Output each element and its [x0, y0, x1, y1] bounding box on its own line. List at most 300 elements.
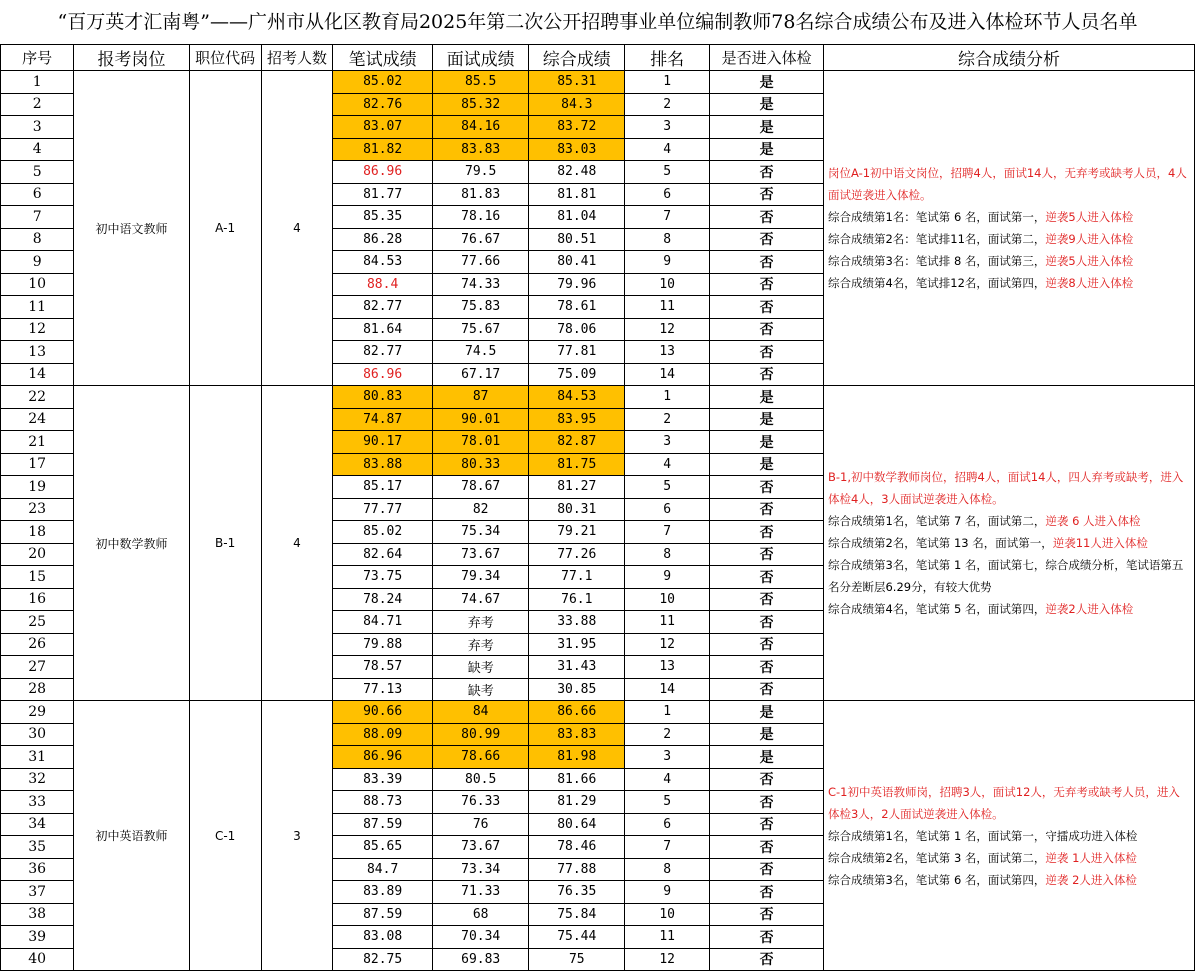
count-cell: 4 — [261, 71, 333, 386]
rank-cell: 13 — [625, 656, 710, 679]
total-score-cell: 81.66 — [529, 768, 625, 791]
physical-exam-cell: 是 — [710, 746, 824, 769]
total-score-cell: 81.04 — [529, 206, 625, 229]
analysis-line — [828, 825, 1190, 847]
written-score-cell: 88.09 — [333, 723, 433, 746]
written-score-cell: 82.75 — [333, 948, 433, 971]
total-score-cell: 78.06 — [529, 318, 625, 341]
physical-exam-cell: 否 — [710, 678, 824, 701]
written-score-cell: 86.28 — [333, 228, 433, 251]
header-post: 报考岗位 — [74, 45, 189, 71]
post-cell: 初中英语教师 — [74, 701, 189, 971]
interview-score-cell: 85.32 — [432, 93, 529, 116]
analysis-highlight: 逆袭 1人进入体检 — [1045, 850, 1137, 865]
physical-exam-cell: 否 — [710, 183, 824, 206]
total-score-cell: 81.81 — [529, 183, 625, 206]
header-interview: 面试成绩 — [432, 45, 529, 71]
total-score-cell: 75.44 — [529, 926, 625, 949]
interview-score-cell: 67.17 — [432, 363, 529, 386]
interview-score-cell: 78.66 — [432, 746, 529, 769]
rank-cell: 5 — [625, 161, 710, 184]
rank-cell: 10 — [625, 903, 710, 926]
physical-exam-cell: 否 — [710, 948, 824, 971]
seq-cell: 25 — [1, 611, 74, 634]
analysis-line — [828, 510, 1190, 532]
physical-exam-cell: 是 — [710, 701, 824, 724]
total-score-cell: 82.87 — [529, 431, 625, 454]
rank-cell: 11 — [625, 611, 710, 634]
total-score-cell: 83.83 — [529, 723, 625, 746]
physical-exam-cell: 是 — [710, 723, 824, 746]
rank-cell: 12 — [625, 633, 710, 656]
total-score-cell: 81.29 — [529, 791, 625, 814]
interview-score-cell: 81.83 — [432, 183, 529, 206]
total-score-cell: 84.3 — [529, 93, 625, 116]
total-score-cell: 77.1 — [529, 566, 625, 589]
header-row — [1, 45, 1195, 71]
seq-cell: 14 — [1, 363, 74, 386]
seq-cell: 13 — [1, 341, 74, 364]
seq-cell: 11 — [1, 296, 74, 319]
physical-exam-cell: 否 — [710, 881, 824, 904]
interview-score-cell: 78.16 — [432, 206, 529, 229]
written-score-cell: 86.96 — [333, 746, 433, 769]
interview-score-cell: 76 — [432, 813, 529, 836]
total-score-cell: 77.81 — [529, 341, 625, 364]
physical-exam-cell: 否 — [710, 318, 824, 341]
interview-score-cell: 76.33 — [432, 791, 529, 814]
table-row — [1, 701, 1195, 724]
rank-cell: 4 — [625, 453, 710, 476]
analysis-text: 综合成绩第1名，笔试第 1 名，面试第一，守擂成功进入体检 — [827, 828, 1138, 843]
interview-score-cell: 73.67 — [432, 543, 529, 566]
interview-score-cell: 69.83 — [432, 948, 529, 971]
seq-cell: 1 — [1, 71, 74, 94]
rank-cell: 12 — [625, 948, 710, 971]
total-score-cell: 81.98 — [529, 746, 625, 769]
seq-cell: 23 — [1, 498, 74, 521]
seq-cell: 12 — [1, 318, 74, 341]
rank-cell: 4 — [625, 768, 710, 791]
seq-cell: 6 — [1, 183, 74, 206]
header-analysis: 综合成绩分析 — [823, 45, 1194, 71]
seq-cell: 10 — [1, 273, 74, 296]
analysis-text: 综合成绩第2名，笔试第 3 名，面试第二， — [827, 850, 1046, 865]
rank-cell: 1 — [625, 71, 710, 94]
interview-score-cell: 80.33 — [432, 453, 529, 476]
interview-score-cell: 82 — [432, 498, 529, 521]
physical-exam-cell: 否 — [710, 161, 824, 184]
interview-score-cell: 83.83 — [432, 138, 529, 161]
interview-score-cell: 84 — [432, 701, 529, 724]
interview-score-cell: 75.67 — [432, 318, 529, 341]
total-score-cell: 75.09 — [529, 363, 625, 386]
rank-cell: 9 — [625, 566, 710, 589]
physical-exam-cell: 否 — [710, 903, 824, 926]
seq-cell: 33 — [1, 791, 74, 814]
seq-cell: 7 — [1, 206, 74, 229]
total-score-cell: 76.35 — [529, 881, 625, 904]
rank-cell: 6 — [625, 183, 710, 206]
total-score-cell: 33.88 — [529, 611, 625, 634]
results-table — [0, 44, 1195, 971]
total-score-cell: 79.96 — [529, 273, 625, 296]
rank-cell: 3 — [625, 746, 710, 769]
written-score-cell: 84.71 — [333, 611, 433, 634]
seq-cell: 16 — [1, 588, 74, 611]
analysis-text: 综合成绩第2名：笔试排11名，面试第二， — [827, 232, 1046, 246]
analysis-intro: B-1,初中数学教师岗位，招聘4人，面试14人，四人弃考或缺考，进入体检4人，3人面试逆袭进入体检。 — [827, 470, 1184, 506]
rank-cell: 10 — [625, 273, 710, 296]
total-score-cell: 78.61 — [529, 296, 625, 319]
physical-exam-cell: 否 — [710, 206, 824, 229]
physical-exam-cell: 否 — [710, 543, 824, 566]
written-score-cell: 88.4 — [333, 273, 433, 296]
written-score-cell: 85.02 — [333, 521, 433, 544]
interview-score-cell: 71.33 — [432, 881, 529, 904]
rank-cell: 4 — [625, 138, 710, 161]
physical-exam-cell: 否 — [710, 296, 824, 319]
interview-score-cell: 85.5 — [432, 71, 529, 94]
written-score-cell: 87.59 — [333, 813, 433, 836]
header-code: 职位代码 — [189, 45, 261, 71]
seq-cell: 2 — [1, 93, 74, 116]
seq-cell: 34 — [1, 813, 74, 836]
analysis-text: 综合成绩第1名：笔试第 6 名，面试第一， — [827, 210, 1046, 224]
total-score-cell: 81.27 — [529, 476, 625, 499]
seq-cell: 40 — [1, 948, 74, 971]
written-score-cell: 78.24 — [333, 588, 433, 611]
analysis-highlight: 逆袭11人进入体检 — [1052, 536, 1148, 550]
physical-exam-cell: 否 — [710, 611, 824, 634]
physical-exam-cell: 是 — [710, 71, 824, 94]
interview-score-cell: 78.67 — [432, 476, 529, 499]
analysis-text: 综合成绩第4名，笔试第 5 名，面试第四， — [827, 602, 1046, 616]
analysis-cell — [823, 71, 1194, 386]
written-score-cell: 82.64 — [333, 543, 433, 566]
count-cell: 3 — [261, 701, 333, 971]
count-cell: 4 — [261, 386, 333, 701]
physical-exam-cell: 否 — [710, 588, 824, 611]
total-score-cell: 78.46 — [529, 836, 625, 859]
physical-exam-cell: 否 — [710, 926, 824, 949]
rank-cell: 8 — [625, 858, 710, 881]
analysis-highlight: 逆袭5人进入体检 — [1045, 210, 1134, 224]
total-score-cell: 81.75 — [529, 453, 625, 476]
rank-cell: 2 — [625, 723, 710, 746]
rank-cell: 9 — [625, 251, 710, 274]
rank-cell: 3 — [625, 431, 710, 454]
interview-score-cell: 缺考 — [432, 656, 529, 679]
written-score-cell: 85.02 — [333, 71, 433, 94]
seq-cell: 5 — [1, 161, 74, 184]
interview-score-cell: 75.83 — [432, 296, 529, 319]
rank-cell: 14 — [625, 678, 710, 701]
rank-cell: 8 — [625, 228, 710, 251]
written-score-cell: 81.64 — [333, 318, 433, 341]
table-row — [1, 386, 1195, 409]
interview-score-cell: 74.33 — [432, 273, 529, 296]
total-score-cell: 30.85 — [529, 678, 625, 701]
physical-exam-cell: 否 — [710, 633, 824, 656]
total-score-cell: 82.48 — [529, 161, 625, 184]
analysis-line — [828, 272, 1190, 294]
physical-exam-cell: 否 — [710, 273, 824, 296]
total-score-cell: 31.95 — [529, 633, 625, 656]
analysis-intro: C-1初中英语教师岗，招聘3人，面试12人，无弃考或缺考人员，进入体检3人，2人面试逆袭进入体检。 — [827, 784, 1180, 821]
physical-exam-cell: 是 — [710, 93, 824, 116]
rank-cell: 11 — [625, 926, 710, 949]
total-score-cell: 83.95 — [529, 408, 625, 431]
analysis-intro: 岗位A-1初中语文岗位，招聘4人，面试14人，无弃考或缺考人员，4人面试逆袭进入体检。 — [827, 166, 1187, 202]
seq-cell: 26 — [1, 633, 74, 656]
written-score-cell: 84.53 — [333, 251, 433, 274]
physical-exam-cell: 是 — [710, 408, 824, 431]
total-score-cell: 83.72 — [529, 116, 625, 139]
physical-exam-cell: 是 — [710, 116, 824, 139]
analysis-cell — [823, 701, 1194, 971]
total-score-cell: 80.31 — [529, 498, 625, 521]
rank-cell: 3 — [625, 116, 710, 139]
rank-cell: 5 — [625, 476, 710, 499]
total-score-cell: 75.84 — [529, 903, 625, 926]
written-score-cell: 83.07 — [333, 116, 433, 139]
total-score-cell: 80.41 — [529, 251, 625, 274]
interview-score-cell: 79.5 — [432, 161, 529, 184]
seq-cell: 18 — [1, 521, 74, 544]
analysis-line — [828, 250, 1190, 272]
written-score-cell: 86.96 — [333, 363, 433, 386]
physical-exam-cell: 否 — [710, 521, 824, 544]
interview-score-cell: 73.34 — [432, 858, 529, 881]
interview-score-cell: 90.01 — [432, 408, 529, 431]
written-score-cell: 87.59 — [333, 903, 433, 926]
analysis-highlight: 逆袭5人进入体检 — [1045, 254, 1134, 268]
physical-exam-cell: 否 — [710, 498, 824, 521]
written-score-cell: 82.77 — [333, 341, 433, 364]
interview-score-cell: 78.01 — [432, 431, 529, 454]
analysis-line — [828, 598, 1190, 620]
rank-cell: 1 — [625, 386, 710, 409]
rank-cell: 12 — [625, 318, 710, 341]
written-score-cell: 79.88 — [333, 633, 433, 656]
written-score-cell: 73.75 — [333, 566, 433, 589]
seq-cell: 17 — [1, 453, 74, 476]
physical-exam-cell: 否 — [710, 858, 824, 881]
interview-score-cell: 73.67 — [432, 836, 529, 859]
header-pass: 是否进入体检 — [710, 45, 824, 71]
rank-cell: 7 — [625, 836, 710, 859]
written-score-cell: 88.73 — [333, 791, 433, 814]
analysis-line — [828, 847, 1190, 869]
header-written: 笔试成绩 — [333, 45, 433, 71]
written-score-cell: 77.77 — [333, 498, 433, 521]
seq-cell: 30 — [1, 723, 74, 746]
seq-cell: 19 — [1, 476, 74, 499]
results-body — [1, 71, 1195, 971]
total-score-cell: 75 — [529, 948, 625, 971]
total-score-cell: 77.26 — [529, 543, 625, 566]
rank-cell: 2 — [625, 93, 710, 116]
physical-exam-cell: 否 — [710, 836, 824, 859]
interview-score-cell: 80.5 — [432, 768, 529, 791]
analysis-text: 综合成绩第2名，笔试第 13 名，面试第一， — [827, 536, 1053, 550]
analysis-cell — [823, 386, 1194, 701]
analysis-line — [828, 532, 1190, 554]
seq-cell: 29 — [1, 701, 74, 724]
written-score-cell: 81.82 — [333, 138, 433, 161]
analysis-text: 综合成绩第3名，笔试第 1 名，面试第七，综合成绩分析，笔试语第五名分差断层6.29分，有较大优势 — [827, 558, 1184, 594]
rank-cell: 13 — [625, 341, 710, 364]
written-score-cell: 80.83 — [333, 386, 433, 409]
written-score-cell: 83.88 — [333, 453, 433, 476]
header-rank: 排名 — [625, 45, 710, 71]
seq-cell: 24 — [1, 408, 74, 431]
written-score-cell: 85.65 — [333, 836, 433, 859]
post-cell: 初中语文教师 — [74, 71, 189, 386]
analysis-text: 综合成绩第3名：笔试排 8 名，面试第三， — [827, 254, 1046, 268]
total-score-cell: 80.64 — [529, 813, 625, 836]
analysis-line — [828, 206, 1190, 228]
analysis-highlight: 逆袭2人进入体检 — [1045, 602, 1134, 616]
physical-exam-cell: 是 — [710, 386, 824, 409]
seq-cell: 28 — [1, 678, 74, 701]
total-score-cell: 83.03 — [529, 138, 625, 161]
analysis-text: 综合成绩第1名，笔试第 7 名，面试第二， — [827, 514, 1046, 528]
table-row — [1, 71, 1195, 94]
code-cell: B-1 — [189, 386, 261, 701]
interview-score-cell: 68 — [432, 903, 529, 926]
rank-cell: 6 — [625, 498, 710, 521]
seq-cell: 27 — [1, 656, 74, 679]
interview-score-cell: 74.67 — [432, 588, 529, 611]
physical-exam-cell: 否 — [710, 656, 824, 679]
total-score-cell: 77.88 — [529, 858, 625, 881]
rank-cell: 1 — [625, 701, 710, 724]
written-score-cell: 77.13 — [333, 678, 433, 701]
seq-cell: 37 — [1, 881, 74, 904]
seq-cell: 3 — [1, 116, 74, 139]
analysis-highlight: 逆袭8人进入体检 — [1045, 276, 1134, 290]
analysis-text: 综合成绩第3名，笔试第 6 名，面试第四， — [827, 872, 1046, 887]
physical-exam-cell: 否 — [710, 768, 824, 791]
header-seq: 序号 — [1, 45, 74, 71]
interview-score-cell: 80.99 — [432, 723, 529, 746]
physical-exam-cell: 是 — [710, 431, 824, 454]
seq-cell: 15 — [1, 566, 74, 589]
rank-cell: 6 — [625, 813, 710, 836]
rank-cell: 10 — [625, 588, 710, 611]
seq-cell: 39 — [1, 926, 74, 949]
written-score-cell: 84.7 — [333, 858, 433, 881]
seq-cell: 22 — [1, 386, 74, 409]
total-score-cell: 84.53 — [529, 386, 625, 409]
physical-exam-cell: 否 — [710, 363, 824, 386]
seq-cell: 20 — [1, 543, 74, 566]
physical-exam-cell: 否 — [710, 813, 824, 836]
interview-score-cell: 70.34 — [432, 926, 529, 949]
interview-score-cell: 76.67 — [432, 228, 529, 251]
interview-score-cell: 87 — [432, 386, 529, 409]
analysis-highlight: 逆袭9人进入体检 — [1045, 232, 1134, 246]
written-score-cell: 85.17 — [333, 476, 433, 499]
interview-score-cell: 84.16 — [432, 116, 529, 139]
written-score-cell: 90.17 — [333, 431, 433, 454]
seq-cell: 31 — [1, 746, 74, 769]
total-score-cell: 76.1 — [529, 588, 625, 611]
analysis-line — [828, 869, 1190, 891]
rank-cell: 14 — [625, 363, 710, 386]
written-score-cell: 78.57 — [333, 656, 433, 679]
total-score-cell: 31.43 — [529, 656, 625, 679]
analysis-text: 综合成绩第4名，笔试排12名，面试第四， — [827, 276, 1046, 290]
rank-cell: 7 — [625, 206, 710, 229]
seq-cell: 32 — [1, 768, 74, 791]
header-count: 招考人数 — [261, 45, 333, 71]
interview-score-cell: 弃考 — [432, 633, 529, 656]
header-total: 综合成绩 — [529, 45, 625, 71]
seq-cell: 21 — [1, 431, 74, 454]
physical-exam-cell: 否 — [710, 566, 824, 589]
analysis-highlight: 逆袭 6 人进入体检 — [1045, 514, 1141, 528]
written-score-cell: 82.76 — [333, 93, 433, 116]
seq-cell: 36 — [1, 858, 74, 881]
physical-exam-cell: 是 — [710, 138, 824, 161]
rank-cell: 2 — [625, 408, 710, 431]
physical-exam-cell: 否 — [710, 791, 824, 814]
total-score-cell: 85.31 — [529, 71, 625, 94]
rank-cell: 7 — [625, 521, 710, 544]
interview-score-cell: 缺考 — [432, 678, 529, 701]
rank-cell: 5 — [625, 791, 710, 814]
written-score-cell: 74.87 — [333, 408, 433, 431]
physical-exam-cell: 否 — [710, 228, 824, 251]
code-cell: A-1 — [189, 71, 261, 386]
interview-score-cell: 79.34 — [432, 566, 529, 589]
physical-exam-cell: 是 — [710, 453, 824, 476]
written-score-cell: 90.66 — [333, 701, 433, 724]
rank-cell: 11 — [625, 296, 710, 319]
physical-exam-cell: 否 — [710, 251, 824, 274]
seq-cell: 38 — [1, 903, 74, 926]
written-score-cell: 82.77 — [333, 296, 433, 319]
written-score-cell: 83.08 — [333, 926, 433, 949]
analysis-highlight: 逆袭 2人进入体检 — [1045, 872, 1137, 887]
seq-cell: 4 — [1, 138, 74, 161]
analysis-line — [828, 228, 1190, 250]
written-score-cell: 85.35 — [333, 206, 433, 229]
interview-score-cell: 77.66 — [432, 251, 529, 274]
total-score-cell: 80.51 — [529, 228, 625, 251]
interview-score-cell: 74.5 — [432, 341, 529, 364]
post-cell: 初中数学教师 — [74, 386, 189, 701]
page-title: “百万英才汇南粤”——广州市从化区教育局2025年第二次公开招聘事业单位编制教师78名综合成绩公布及进入体检环节人员名单 — [57, 11, 1138, 33]
written-score-cell: 83.89 — [333, 881, 433, 904]
analysis-line — [828, 554, 1190, 598]
seq-cell: 35 — [1, 836, 74, 859]
total-score-cell: 79.21 — [529, 521, 625, 544]
physical-exam-cell: 否 — [710, 341, 824, 364]
total-score-cell: 86.66 — [529, 701, 625, 724]
rank-cell: 9 — [625, 881, 710, 904]
written-score-cell: 81.77 — [333, 183, 433, 206]
seq-cell: 8 — [1, 228, 74, 251]
physical-exam-cell: 否 — [710, 476, 824, 499]
written-score-cell: 86.96 — [333, 161, 433, 184]
seq-cell: 9 — [1, 251, 74, 274]
written-score-cell: 83.39 — [333, 768, 433, 791]
interview-score-cell: 75.34 — [432, 521, 529, 544]
